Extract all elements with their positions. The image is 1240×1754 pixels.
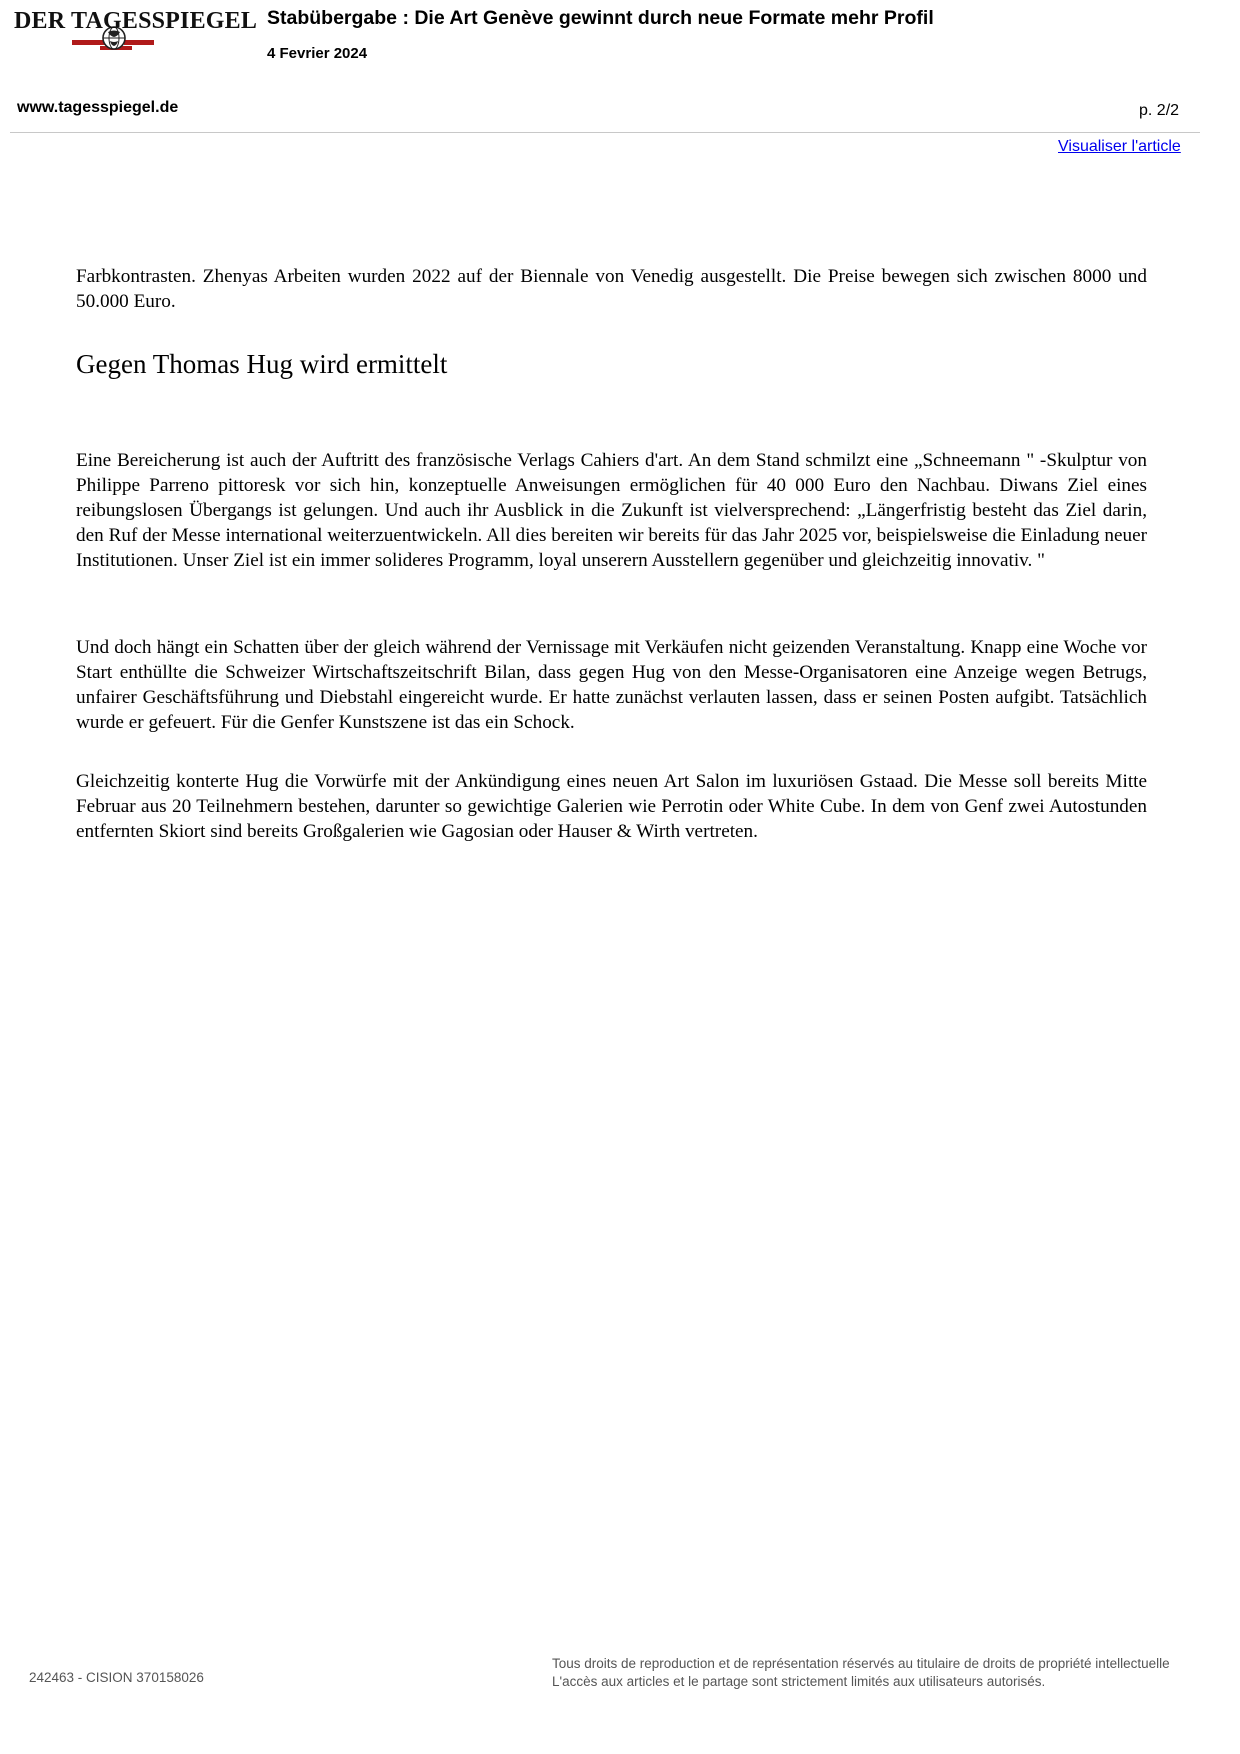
publication-date: 4 Fevrier 2024 [267, 45, 368, 62]
article-paragraph-1: Farbkontrasten. Zhenyas Arbeiten wurden 2022 auf der Biennale von Venedig ausgestellt. Die Preise bewegen sich zwischen 8000 und 50.000 Euro. [76, 266, 1147, 312]
publication-logo [14, 8, 258, 54]
document-id: 242463 - CISION 370158026 [29, 1670, 204, 1685]
article-paragraph-3: Und doch hängt ein Schatten über der gleich während der Vernissage mit Verkäufen nicht geizenden Veranstaltung. Knapp eine Woche vor Start enthüllte die Schweizer Wirtschaftszeitschrift Bilan, dass gegen Hug von den Messe-Organisatoren eine Anzeige wegen Betrugs, unfairer Geschäftsführung und Diebstahl eingereicht wurde. Er hatte zunächst verlauten lassen, dass er seinen Posten aufgibt. Tatsächlich wurde er gefeuert. Für die Genfer Kunstszene ist das ein Schock. [76, 637, 1147, 733]
copyright-line-1: Tous droits de reproduction et de représentation réservés au titulaire de droits de propriété intellectuelle [552, 1656, 1170, 1671]
article-subheading: Gegen Thomas Hug wird ermittelt [76, 349, 448, 379]
page-number: p. 2/2 [1139, 102, 1180, 119]
article-paragraph-2: Eine Bereicherung ist auch der Auftritt des französische Verlags Cahiers d'art. An dem Stand schmilzt eine „Schneemann " -Skulptur von Philippe Parreno pittoresk vor sich hin, konzeptuelle Anweisungen ermöglichen für 40 000 Euro den Nachbau. Diwans Ziel eines reibungslosen Übergangs ist gelungen. Und auch ihr Ausblick in die Zukunft ist vielversprechend: „Längerfristig besteht das Ziel darin, den Ruf der Messe international weiterzuentwickeln. All dies bereiten wir bereits für das Jahr 2025 vor, beispielsweise die Einladung neuer Institutionen. Unser Ziel ist ein immer solideres Programm, loyal unserern Ausstellern gegenüber und gleichzeitig innovativ. " [76, 450, 1147, 571]
article-paragraph-4: Gleichzeitig konterte Hug die Vorwürfe mit der Ankündigung eines neuen Art Salon im luxuriösen Gstaad. Die Messe soll bereits Mitte Februar aus 20 Teilnehmern bestehen, darunter so gewichtige Galerien wie Perrotin oder White Cube. In dem von Genf zwei Autostunden entfernten Skiort sind bereits Großgalerien wie Gagosian oder Hauser & Wirth vertreten. [76, 771, 1147, 842]
copyright-line-2: L'accès aux articles et le partage sont strictement limités aux utilisateurs autorisés. [552, 1674, 1046, 1689]
source-url: www.tagesspiegel.de [17, 99, 179, 116]
logo-wordmark: DER TAGESSPIEGEL [14, 8, 258, 34]
copyright-notice [552, 1655, 1170, 1691]
header-divider [10, 132, 1200, 133]
view-article-link[interactable]: Visualiser l'article [1058, 138, 1181, 155]
article-title: Stabübergabe : Die Art Genève gewinnt durch neue Formate mehr Profil [267, 7, 934, 29]
